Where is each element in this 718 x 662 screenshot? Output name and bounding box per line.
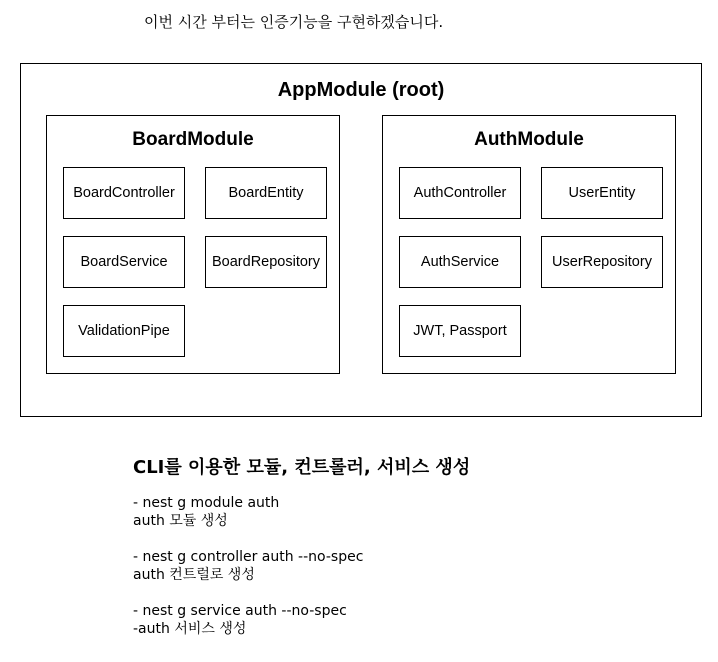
auth-module-box — [382, 115, 676, 374]
cli-section-title: CLI를 이용한 모듈, 컨트롤러, 서비스 생성 — [133, 457, 471, 478]
app-module-title: AppModule (root) — [277, 79, 445, 101]
cli-command-block — [133, 548, 363, 584]
cli-command: - nest g module auth — [133, 495, 280, 511]
board-module-box — [46, 115, 340, 374]
board-entity-box: BoardEntity — [205, 167, 327, 219]
auth-service-box: AuthService — [399, 236, 521, 288]
cli-command-block — [133, 602, 347, 638]
cli-command-description: auth 컨트럴로 생성 — [133, 567, 255, 583]
board-module-title: BoardModule — [132, 129, 254, 150]
board-service-box: BoardService — [63, 236, 185, 288]
cli-command-description: auth 모듈 생성 — [133, 513, 228, 529]
cli-command-description: -auth 서비스 생성 — [133, 621, 247, 637]
auth-controller-box: AuthController — [399, 167, 521, 219]
cli-command-block — [133, 494, 279, 530]
board-controller-box: BoardController — [63, 167, 185, 219]
cli-command: - nest g controller auth --no-spec — [133, 549, 364, 565]
user-entity-box: UserEntity — [541, 167, 663, 219]
validation-pipe-box: ValidationPipe — [63, 305, 185, 357]
board-repository-box: BoardRepository — [205, 236, 327, 288]
jwt-passport-box: JWT, Passport — [399, 305, 521, 357]
intro-text: 이번 시간 부터는 인증기능을 구현하겠습니다. — [144, 13, 444, 31]
cli-command: - nest g service auth --no-spec — [133, 603, 347, 619]
auth-module-title: AuthModule — [474, 129, 584, 150]
user-repository-box: UserRepository — [541, 236, 663, 288]
